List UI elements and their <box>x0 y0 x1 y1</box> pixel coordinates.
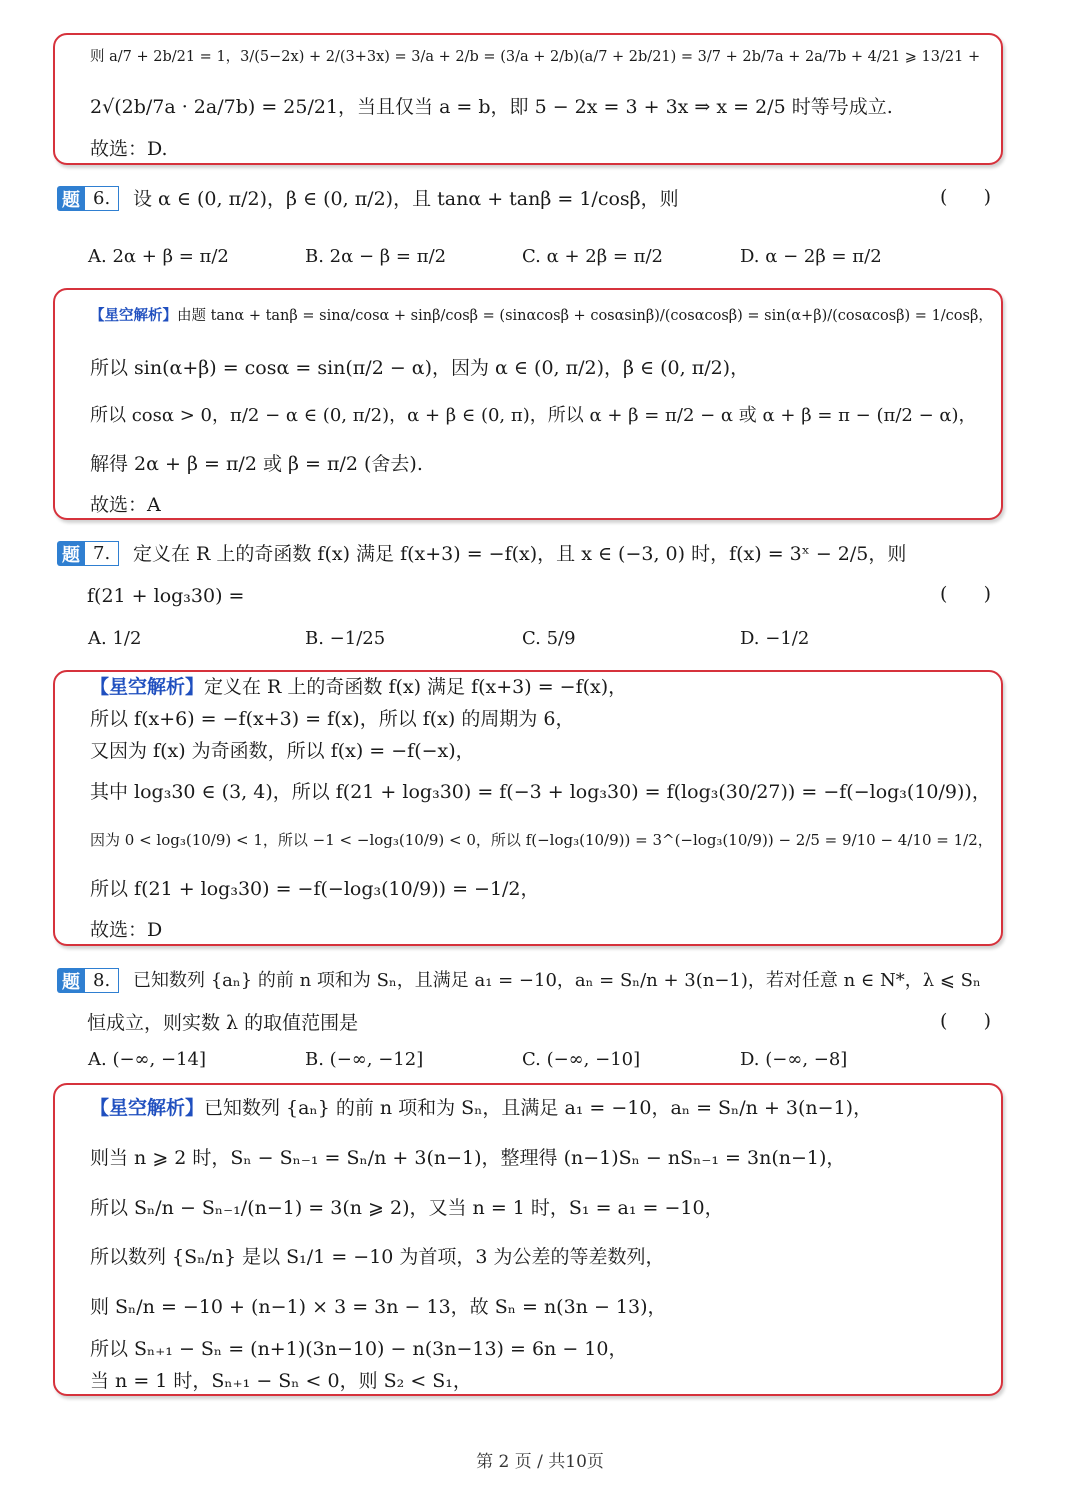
solution-line: 又因为 f(x) 为奇函数，所以 f(x) = −f(−x)， <box>90 740 475 762</box>
option-c: C. α + 2β = π/2 <box>522 246 663 267</box>
option-c: C. 5/9 <box>522 628 576 649</box>
question-tag-label: 题 <box>57 186 85 211</box>
question-tag-6 <box>57 186 119 211</box>
option-a: A. 1/2 <box>88 628 142 649</box>
question-number: 6. <box>85 186 119 211</box>
solution-line: 2√(2b/7a · 2a/7b) = 25/21，当且仅当 a = b，即 5 − 2x = 3 + 3x ⇒ x = 2/5 时等号成立. <box>90 96 893 118</box>
solution-line: 故选：D <box>90 919 163 941</box>
solution-line <box>90 1095 872 1121</box>
solution-line: 所以 Sₙ/n − Sₙ₋₁/(n−1) = 3(n ⩾ 2)，又当 n = 1 时，S₁ = a₁ = −10， <box>90 1197 724 1219</box>
solution-line: 所以 Sₙ₊₁ − Sₙ = (n+1)(3n−10) − n(3n−13) = 6n − 10， <box>90 1338 628 1360</box>
solution-line: 则 Sₙ/n = −10 + (n−1) × 3 = 3n − 13，故 Sₙ = n(3n − 13)， <box>90 1296 667 1318</box>
question-stem: 定义在 R 上的奇函数 f(x) 满足 f(x+3) = −f(x)，且 x ∈ (−3, 0) 时，f(x) = 3ˣ − 2/5，则 <box>133 543 907 565</box>
solution-line: 所以 f(x+6) = −f(x+3) = f(x)，所以 f(x) 的周期为 6， <box>90 708 575 730</box>
page-footer: 第 2 页 / 共10页 <box>476 1452 604 1472</box>
question-tag-8 <box>57 968 119 993</box>
answer-blank: ( ) <box>940 583 992 605</box>
question-stem-continued: 恒成立，则实数 λ 的取值范围是 <box>87 1012 359 1034</box>
solution-text: 定义在 R 上的奇函数 f(x) 满足 f(x+3) = −f(x)， <box>204 676 628 698</box>
option-d: D. −1/2 <box>740 628 810 649</box>
solution-line: 其中 log₃30 ∈ (3, 4)，所以 f(21 + log₃30) = f(−3 + log₃30) = f(log₃(30/27)) = −f(−log₃(10/9))， <box>90 781 991 803</box>
option-b: B. 2α − β = π/2 <box>305 246 447 267</box>
solution-lead: 【星空解析】 <box>90 307 177 324</box>
solution-text: 由题 tanα + tanβ = sinα/cosα + sinβ/cosβ = (sinαcosβ + cosαsinβ)/(cosαcosβ) = sin(α+β)/(cosαcosβ) = 1/cosβ， <box>177 308 993 324</box>
option-c: C. (−∞, −10] <box>522 1049 641 1070</box>
question-number: 7. <box>85 541 119 566</box>
option-d: D. (−∞, −8] <box>740 1049 848 1070</box>
solution-line: 解得 2α + β = π/2 或 β = π/2 (舍去). <box>90 453 423 475</box>
solution-text: 已知数列 {aₙ} 的前 n 项和为 Sₙ，且满足 a₁ = −10，aₙ = Sₙ/n + 3(n−1)， <box>204 1097 873 1119</box>
question-tag-label: 题 <box>57 541 85 566</box>
solution-line <box>90 303 993 329</box>
question-number: 8. <box>85 968 119 993</box>
question-stem: 设 α ∈ (0, π/2)，β ∈ (0, π/2)，且 tanα + tanβ = 1/cosβ，则 <box>133 188 679 210</box>
solution-line <box>90 674 627 700</box>
answer-blank: ( ) <box>940 186 992 208</box>
question-tag-label: 题 <box>57 968 85 993</box>
question-stem-continued: f(21 + log₃30) = <box>87 585 245 607</box>
solution-line: 当 n = 1 时，Sₙ₊₁ − Sₙ < 0，则 S₂ < S₁， <box>90 1370 472 1392</box>
solution-line: 所以 f(21 + log₃30) = −f(−log₃(10/9)) = −1/2， <box>90 878 540 900</box>
answer-blank: ( ) <box>940 1010 992 1032</box>
option-b: B. (−∞, −12] <box>305 1049 424 1070</box>
solution-line: 因为 0 < log₃(10/9) < 1，所以 −1 < −log₃(10/9) < 0，所以 f(−log₃(10/9)) = 3^(−log₃(10/9)) − 2/5 = 9/10 − 4/10 = 1/2， <box>90 831 993 849</box>
solution-lead: 【星空解析】 <box>90 1097 205 1119</box>
option-b: B. −1/25 <box>305 628 386 649</box>
solution-line: 所以 cosα > 0，π/2 − α ∈ (0, π/2)，α + β ∈ (0, π)，所以 α + β = π/2 − α 或 α + β = π − (π/2 − α)， <box>90 405 977 426</box>
question-tag-7 <box>57 541 119 566</box>
solution-line: 故选：D. <box>90 138 168 160</box>
option-a: A. (−∞, −14] <box>88 1049 206 1070</box>
option-d: D. α − 2β = π/2 <box>740 246 882 267</box>
solution-line: 故选：A <box>90 494 161 516</box>
solution-line: 所以 sin(α+β) = cosα = sin(π/2 − α)，因为 α ∈ (0, π/2)，β ∈ (0, π/2)， <box>90 357 750 379</box>
option-a: A. 2α + β = π/2 <box>88 246 229 267</box>
solution-lead: 【星空解析】 <box>90 676 205 698</box>
solution-line: 所以数列 {Sₙ/n} 是以 S₁/1 = −10 为首项，3 为公差的等差数列， <box>90 1246 665 1268</box>
solution-line: 则 a/7 + 2b/21 = 1，3/(5−2x) + 2/(3+3x) = 3/a + 2/b = (3/a + 2/b)(a/7 + 2b/21) = 3/7 + 2b/7a + 2a/7b + 4/21 ⩾ 13/21 + <box>90 49 981 65</box>
solution-line: 则当 n ⩾ 2 时，Sₙ − Sₙ₋₁ = Sₙ/n + 3(n−1)，整理得 (n−1)Sₙ − nSₙ₋₁ = 3n(n−1)， <box>90 1147 846 1169</box>
question-stem: 已知数列 {aₙ} 的前 n 项和为 Sₙ，且满足 a₁ = −10，aₙ = Sₙ/n + 3(n−1)，若对任意 n ∈ N*，λ ⩽ Sₙ <box>133 970 981 991</box>
